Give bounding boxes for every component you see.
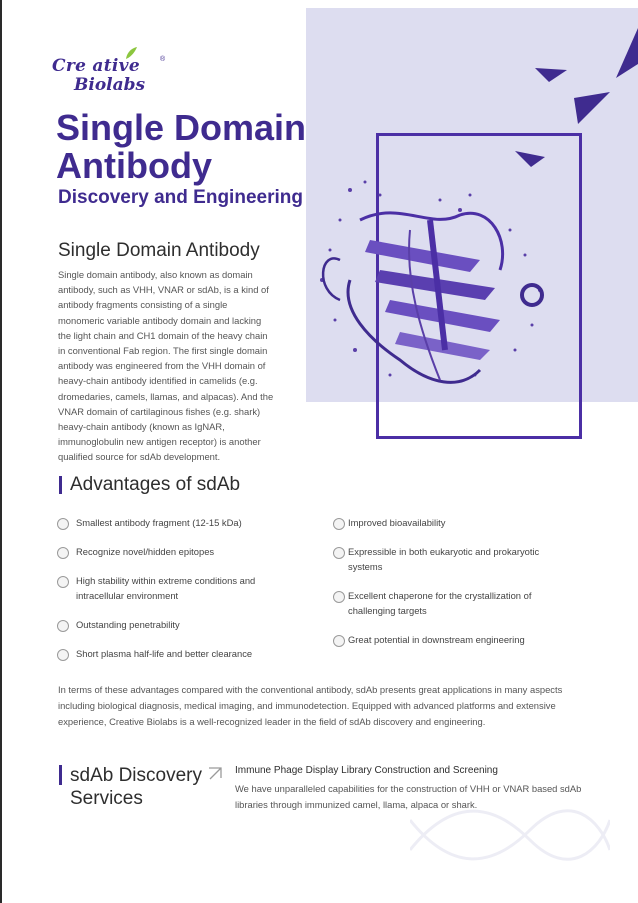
service-item-title: Immune Phage Display Library Construction and Screening [235,765,498,776]
summary-line: In terms of these advantages compared with the conventional antibody, sdAb presents great applications in many aspects [58,684,563,695]
logo-line1: Cre ative [52,56,140,76]
intro-line: the light chain and CH1 domain of the heavy chain [58,329,268,341]
intro-line: heavy-chain antibody (known as IgNAR, [58,421,225,433]
summary-paragraph [58,682,598,730]
leaf-icon [124,46,138,60]
intro-line: qualified source for sdAb development. [58,451,221,463]
advantages-heading: Advantages of sdAb [70,474,241,495]
page-title-line1: Single Domain [56,107,307,148]
intro-line: antibody fragments consisting of a single [58,299,228,311]
advantage-item-continuation: intracellular environment [76,590,179,601]
bullet-circle-icon [57,576,69,588]
advantage-item: Short plasma half-life and better clearance [76,648,253,659]
protein-structure-illustration [310,160,560,410]
company-logo [52,56,172,96]
services-heading-line1: sdAb Discovery [70,765,202,786]
intro-line: monomeric variable antibody domain and lacking [58,314,262,326]
intro-line: immunoglobulin new antigen receptor) is another [58,436,261,448]
page-title-line2: Antibody [56,145,212,186]
intro-line: heavy-chain antibody identified in camelids (e.g. [58,375,258,387]
intro-line: antibody was engineered from the VHH domain of [58,360,266,372]
bullet-circle-icon [333,518,345,530]
advantage-item-continuation: challenging targets [348,605,427,616]
logo-line2: Biolabs [74,75,146,95]
bullet-circle-icon [57,518,69,530]
advantage-item: Great potential in downstream engineering [348,634,525,645]
advantage-item: High stability within extreme conditions and [76,575,256,586]
advantage-item: Expressible in both eukaryotic and prokaryotic [348,546,540,557]
page-border [0,0,2,903]
service-desc-line: We have unparalleled capabilities for the construction of VHH or VNAR based sdAb [235,783,582,794]
advantage-item: Improved bioavailability [348,517,446,528]
summary-line: including biological diagnosis, medical imaging, and immunodetection. Equipped with advanced platforms and extensive [58,700,556,711]
intro-line: Single domain antibody, also known as domain [58,269,253,280]
section-accent-bar [59,476,62,494]
service-desc-line: libraries through immunized camel, llama, alpaca or shark. [235,799,478,810]
triangle-icon [574,92,610,124]
bullet-circle-icon [333,635,345,647]
intro-line: dromedaries, camels, llamas, and alpacas). And the [58,390,274,402]
triangle-icon [616,28,638,78]
dna-watermark [410,790,610,880]
services-heading [70,764,202,810]
bullet-circle-icon [57,547,69,559]
intro-line: antibody, such as VHH, VNAR or sdAb, is a kind of [58,284,269,296]
triangle-icon [535,68,567,82]
section-accent-bar [59,765,62,785]
intro-paragraph [58,267,290,465]
advantage-item: Excellent chaperone for the crystallization of [348,590,532,601]
advantage-item-continuation: systems [348,561,383,572]
page-subtitle: Discovery and Engineering [58,187,303,208]
arrow-icon [208,766,226,780]
advantage-item: Smallest antibody fragment (12-15 kDa) [76,517,242,528]
advantage-item: Recognize novel/hidden epitopes [76,546,215,557]
bullet-circle-icon [57,649,69,661]
services-heading-line2: Services [70,788,143,809]
bullet-circle-icon [57,620,69,632]
advantage-item: Outstanding penetrability [76,619,180,630]
logo-registered-mark: ® [160,56,166,63]
intro-line: VNAR domain of cartilaginous fishes (e.g. shark) [58,405,261,417]
summary-line: experience, Creative Biolabs is a well-recognized leader in the field of sdAb discovery and engineering. [58,716,486,727]
bullet-circle-icon [333,591,345,603]
bullet-circle-icon [333,547,345,559]
intro-heading: Single Domain Antibody [58,240,260,261]
intro-line: in conventional Fab region. The first single domain [58,345,268,357]
